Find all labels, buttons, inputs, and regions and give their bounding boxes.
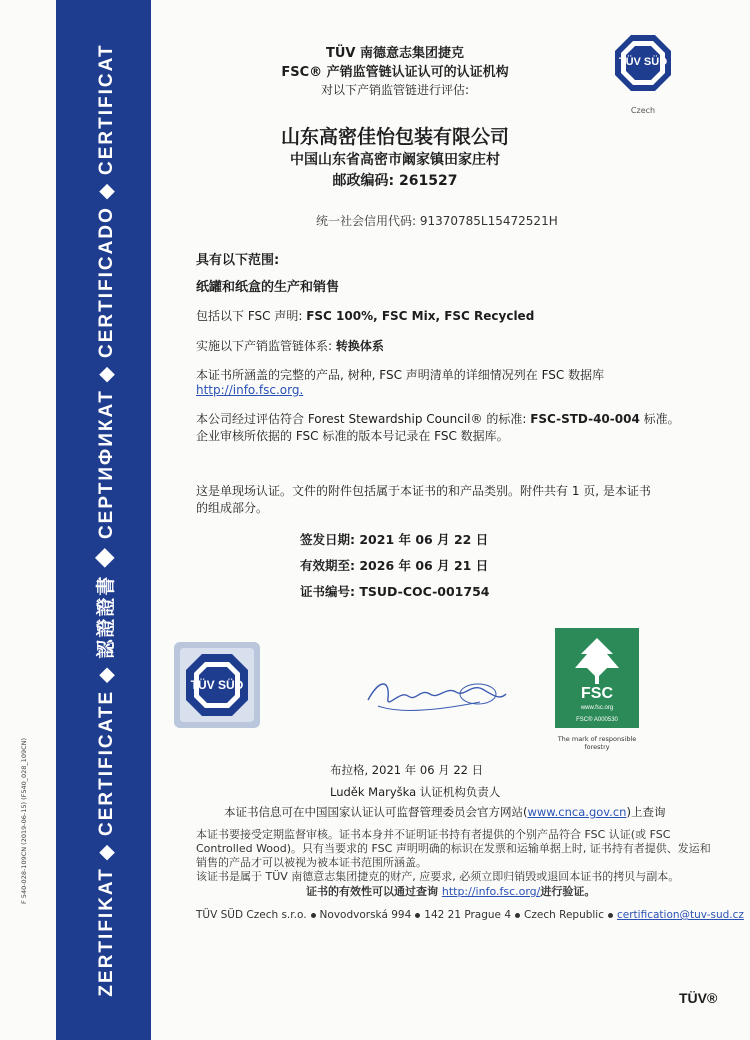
verify-text-b: )上查询 <box>626 805 666 819</box>
bullet-icon <box>515 913 520 918</box>
note-line2: Controlled Wood)。只有当要求的 FSC 声明明确的标识在发票和运输单据上时, 证书持有者提供、发运和 <box>196 842 711 855</box>
credit-code: 统一社会信用代码: 91370785L15472521H <box>316 214 558 228</box>
para1-line1: 本证书所涵盖的完整的产品, 树种, FSC 声明清单的详细情况列在 FSC 数据库 <box>196 368 605 382</box>
form-code: F 540-028-109CN (2019-06-15) (F540_028_109CN) <box>20 737 28 904</box>
company-address: 中国山东省高密市阚家镇田家庄村 <box>290 152 500 168</box>
footer-email-link[interactable]: certification@tuv-sud.cz <box>617 909 744 921</box>
fsc-logo <box>555 628 639 728</box>
header-line1: TÜV 南德意志集团捷克 <box>325 46 464 61</box>
header-line3: 对以下产销监管链进行评估: <box>320 83 470 97</box>
note-line5-a: 证书的有效性可以通过查询 <box>306 885 442 898</box>
svg-text:TÜV SÜD: TÜV SÜD <box>618 56 668 68</box>
para2-line2: 企业审核所依据的 FSC 标准的版本号记录在 FSC 数据库。 <box>196 429 509 443</box>
fsc-database-link[interactable]: http://info.fsc.org. <box>196 383 304 397</box>
company-name: 山东高密佳怡包装有限公司 <box>280 126 509 148</box>
para2-text-b: ® 的标准: <box>470 412 531 426</box>
company-postal: 邮政编码: 261527 <box>332 173 458 189</box>
fsc-standard: FSC-STD-40-004 <box>530 412 640 426</box>
verify-text-a: 本证书信息可在中国国家认证认可监督管理委员会官方网站( <box>224 805 528 819</box>
signer: Luděk Maryška 认证机构负责人 <box>330 785 501 799</box>
claims-label: 包括以下 FSC 声明: <box>196 309 303 323</box>
note-line3: 销售的产品才可以被视为被本证书范围所涵盖。 <box>196 856 427 869</box>
footer-city: 142 21 Prague 4 <box>424 909 512 921</box>
para3-line2: 的组成部分。 <box>196 501 269 515</box>
side-band <box>56 0 151 1040</box>
para2-text-c: 标准。 <box>639 412 680 426</box>
system-label: 实施以下产销监管链体系: <box>196 339 333 353</box>
tuv-logo-icon <box>613 33 673 93</box>
para3-line1: 这是单现场认证。文件的附件包括属于本证书的和产品类别。附件共有 1 页, 是本证书 <box>196 484 651 498</box>
svg-text:FSC: FSC <box>581 685 613 702</box>
signature-icon <box>360 670 510 720</box>
note-line4: 该证书是属于 TÜV 南德意志集团捷克的财产, 应要求, 必须立即归销毁或退回本证书的拷贝与副本。 <box>196 870 680 883</box>
para2-text-a: 本公司经过评估符合 Forest Stewardship Council <box>196 412 471 426</box>
cnca-link[interactable]: www.cnca.gov.cn <box>527 805 627 819</box>
footer-country: Czech Republic <box>524 909 604 921</box>
scope-title: 具有以下范围: <box>196 253 280 268</box>
logo-location: Czech <box>630 106 656 115</box>
tuv-bottom-logo: TÜV® <box>679 990 718 1006</box>
svg-text:www.fsc.org: www.fsc.org <box>580 705 614 711</box>
claims-value: FSC 100%, FSC Mix, FSC Recycled <box>306 309 535 323</box>
bullet-icon <box>311 913 316 918</box>
svg-text:TÜV SÜD: TÜV SÜD <box>190 678 244 692</box>
svg-text:FSC® A000530: FSC® A000530 <box>576 717 618 723</box>
band-text: ZERTIFIKAT ◆ CERTIFICATE ◆ 認證證書 ◆ СЕРТИФИКАТ ◆ CERTIFICADO ◆ CERTIFICAT <box>95 43 116 997</box>
header-line2: FSC® 产销监管链认证认可的认证机构 <box>281 65 509 80</box>
footer-address: Novodvorská 994 <box>319 909 412 921</box>
footer-company: TÜV SÜD Czech s.r.o. <box>196 909 307 921</box>
valid-until: 有效期至: 2026 年 06 月 21 日 <box>300 558 489 573</box>
fsc-verify-link[interactable]: http://info.fsc.org/ <box>441 885 541 898</box>
tuv-hologram-seal-icon <box>172 640 262 730</box>
bullet-icon <box>608 913 613 918</box>
sign-place-date: 布拉格, 2021 年 06 月 22 日 <box>330 763 484 777</box>
scope-content: 纸罐和纸盒的生产和销售 <box>196 280 340 295</box>
system-value: 转换体系 <box>335 339 384 353</box>
note-line5-b: 进行验证。 <box>540 885 596 898</box>
note-line1: 本证书要接受定期监督审核。证书本身并不证明证书持有者提供的个别产品符合 FSC 认证(或 FSC <box>196 828 671 841</box>
issue-date: 签发日期: 2021 年 06 月 22 日 <box>300 532 489 547</box>
certificate-number: 证书编号: TSUD-COC-001754 <box>300 584 490 599</box>
fsc-tagline: The mark of responsible forestry <box>557 735 637 751</box>
bullet-icon <box>415 913 420 918</box>
fsc-tree-icon <box>555 628 639 728</box>
